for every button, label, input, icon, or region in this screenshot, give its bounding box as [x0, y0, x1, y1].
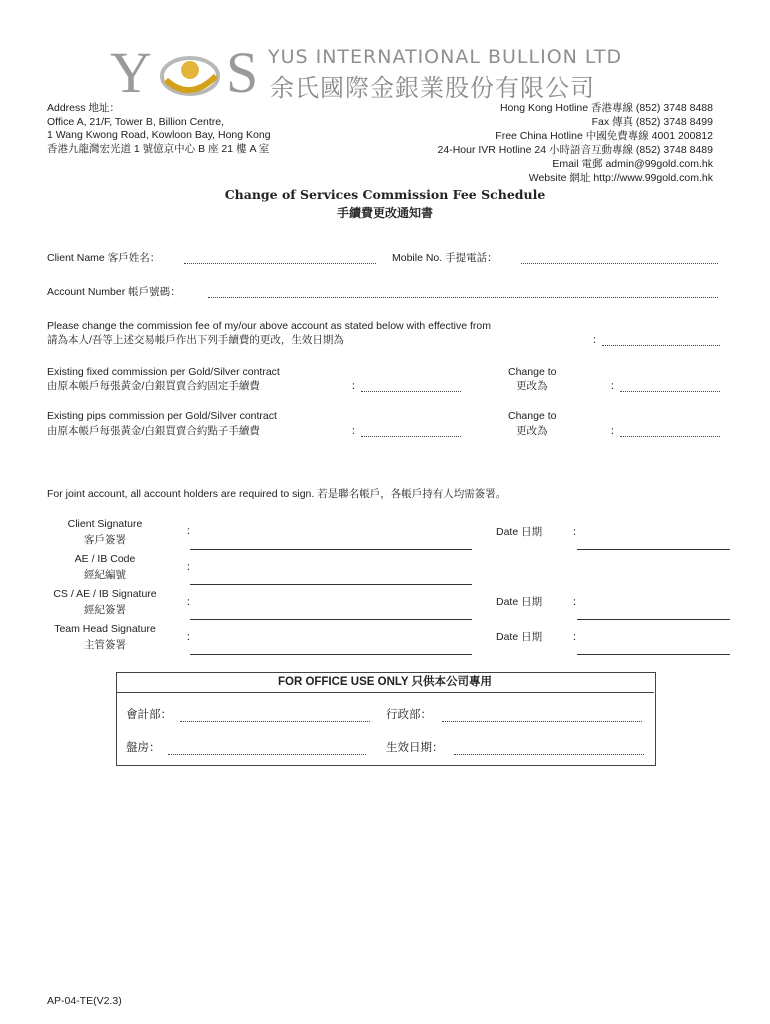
company-name-en: YUS INTERNATIONAL BULLION LTD — [268, 46, 623, 68]
pips-commission-new-field[interactable] — [620, 436, 720, 437]
effective-date-field[interactable] — [602, 345, 720, 346]
office-use-header: FOR OFFICE USE ONLY 只供本公司專用 — [116, 672, 654, 693]
team-head-signature-field[interactable] — [190, 654, 472, 655]
mobile-no-label: Mobile No. 手提電話： — [392, 252, 498, 264]
company-name-zh: 余氏國際金銀業股份有限公司 — [270, 74, 595, 102]
client-signature-field[interactable] — [190, 549, 472, 550]
dealing-room-field[interactable] — [168, 754, 366, 755]
contact-label: Website 網址 — [528, 172, 591, 184]
contact-value[interactable]: http://www.99gold.com.hk — [593, 172, 713, 184]
logo-letter-s: S — [226, 40, 259, 105]
pips-commission-label-zh: 由原本帳戶每張黃金/白銀買賣合約點子手續費 — [47, 425, 260, 437]
form-title-en: Change of Services Commission Fee Schedule — [224, 187, 546, 202]
admin-dept-label: 行政部： — [386, 709, 432, 721]
fixed-commission-label-zh: 由原本帳戶每張黃金/白銀買賣合約固定手續費 — [47, 380, 260, 392]
team-head-date-field[interactable] — [577, 654, 730, 655]
cs-date-field[interactable] — [577, 619, 730, 620]
contact-value: (852) 3748 8499 — [635, 116, 713, 128]
joint-account-note: For joint account, all account holders are required to sign. 若是聯名帳戶，各帳戶持有人均需簽署。 — [47, 488, 507, 500]
address-line-1: Office A, 21/F, Tower B, Billion Centre, — [47, 116, 225, 128]
contact-label: Hong Kong Hotline 香港專線 — [499, 102, 633, 114]
contact-label: Free China Hotline 中國免費專線 — [495, 130, 649, 142]
fixed-commission-colon: ： — [351, 380, 362, 392]
contact-ivr-hotline — [438, 143, 713, 157]
logo-letter-y: Y — [110, 40, 152, 105]
contact-label: Fax 傳真 — [591, 116, 633, 128]
address-line-3: 香港九龍灣宏光道 1 號億京中心 B 座 21 樓 A 室 — [47, 143, 270, 155]
logo-emblem-icon — [156, 50, 226, 100]
contact-fax — [592, 115, 713, 129]
address-label: Address 地址： — [47, 102, 120, 114]
cs-date-colon: ： — [572, 596, 583, 608]
contact-website — [529, 171, 713, 185]
contact-china-hotline — [495, 129, 713, 143]
pips-commission-existing-field[interactable] — [361, 436, 461, 437]
client-name-label: Client Name 客戶姓名： — [47, 252, 161, 264]
dealing-room-label: 盤房： — [126, 742, 161, 754]
contact-value: 4001 200812 — [651, 130, 713, 142]
client-date-field[interactable] — [577, 549, 730, 550]
office-effective-date-field[interactable] — [454, 754, 644, 755]
cs-ae-ib-signature-field[interactable] — [190, 619, 472, 620]
team-head-date-colon: ： — [572, 631, 583, 643]
client-name-field[interactable] — [184, 263, 376, 264]
form-title-zh: 手續費更改通知書 — [336, 206, 433, 220]
account-number-field[interactable] — [208, 297, 718, 298]
request-text-zh: 請為本人/吾等上述交易帳戶作出下列手續費的更改，生效日期為 — [47, 334, 344, 346]
team-head-signature-colon: ： — [186, 631, 197, 643]
ae-ib-code-field[interactable] — [190, 584, 472, 585]
cs-date-label: Date 日期 — [496, 596, 543, 608]
client-signature-label-zh: 客戶簽署 — [84, 534, 126, 546]
office-effective-date-label: 生效日期： — [386, 742, 444, 754]
pips-commission-colon: ： — [351, 425, 362, 437]
team-head-date-label: Date 日期 — [496, 631, 543, 643]
ae-ib-code-label-en: AE / IB Code — [74, 553, 136, 565]
fixed-change-to-en: Change to — [508, 366, 557, 378]
ae-ib-code-label-zh: 經紀編號 — [84, 569, 126, 581]
client-date-colon: ： — [572, 526, 583, 538]
cs-ae-ib-signature-colon: ： — [186, 596, 197, 608]
contact-value: (852) 3748 8488 — [635, 102, 713, 114]
pips-commission-label-en: Existing pips commission per Gold/Silver contract — [47, 410, 277, 422]
pips-change-to-en: Change to — [508, 410, 557, 422]
cs-ae-ib-signature-label-en: CS / AE / IB Signature — [53, 588, 157, 600]
admin-dept-field[interactable] — [442, 721, 642, 722]
cs-ae-ib-signature-label-zh: 經紀簽署 — [84, 604, 126, 616]
address-line-2: 1 Wang Kwong Road, Kowloon Bay, Hong Kong — [47, 129, 271, 141]
mobile-no-field[interactable] — [521, 263, 718, 264]
team-head-signature-label-en: Team Head Signature — [54, 623, 156, 635]
contact-value: (852) 3748 8489 — [635, 144, 713, 156]
accounts-dept-field[interactable] — [180, 721, 370, 722]
effective-date-colon: ： — [592, 334, 603, 346]
fixed-commission-existing-field[interactable] — [361, 391, 461, 392]
fixed-change-to-zh: 更改為 — [516, 380, 548, 392]
fixed-change-colon: ： — [610, 380, 621, 392]
client-signature-colon: ： — [186, 525, 197, 537]
contact-value[interactable]: admin@99gold.com.hk — [605, 158, 713, 170]
pips-change-colon: ： — [610, 425, 621, 437]
pips-change-to-zh: 更改為 — [516, 425, 548, 437]
contact-label: 24-Hour IVR Hotline 24 小時語音互動專線 — [437, 144, 633, 156]
client-signature-label-en: Client Signature — [67, 518, 143, 530]
accounts-dept-label: 會計部： — [126, 709, 172, 721]
fixed-commission-label-en: Existing fixed commission per Gold/Silver contract — [47, 366, 280, 378]
client-date-label: Date 日期 — [496, 526, 543, 538]
account-number-label: Account Number 帳戶號碼： — [47, 286, 181, 298]
team-head-signature-label-zh: 主管簽署 — [84, 639, 126, 651]
ae-ib-code-colon: ： — [186, 561, 197, 573]
contact-hotline — [500, 101, 713, 115]
form-code: AP-04-TE(V2.3) — [47, 995, 122, 1007]
request-text-en: Please change the commission fee of my/our above account as stated below with effective from — [47, 320, 491, 332]
contact-label: Email 電郵 — [552, 158, 603, 170]
contact-email — [552, 157, 713, 171]
fixed-commission-new-field[interactable] — [620, 391, 720, 392]
